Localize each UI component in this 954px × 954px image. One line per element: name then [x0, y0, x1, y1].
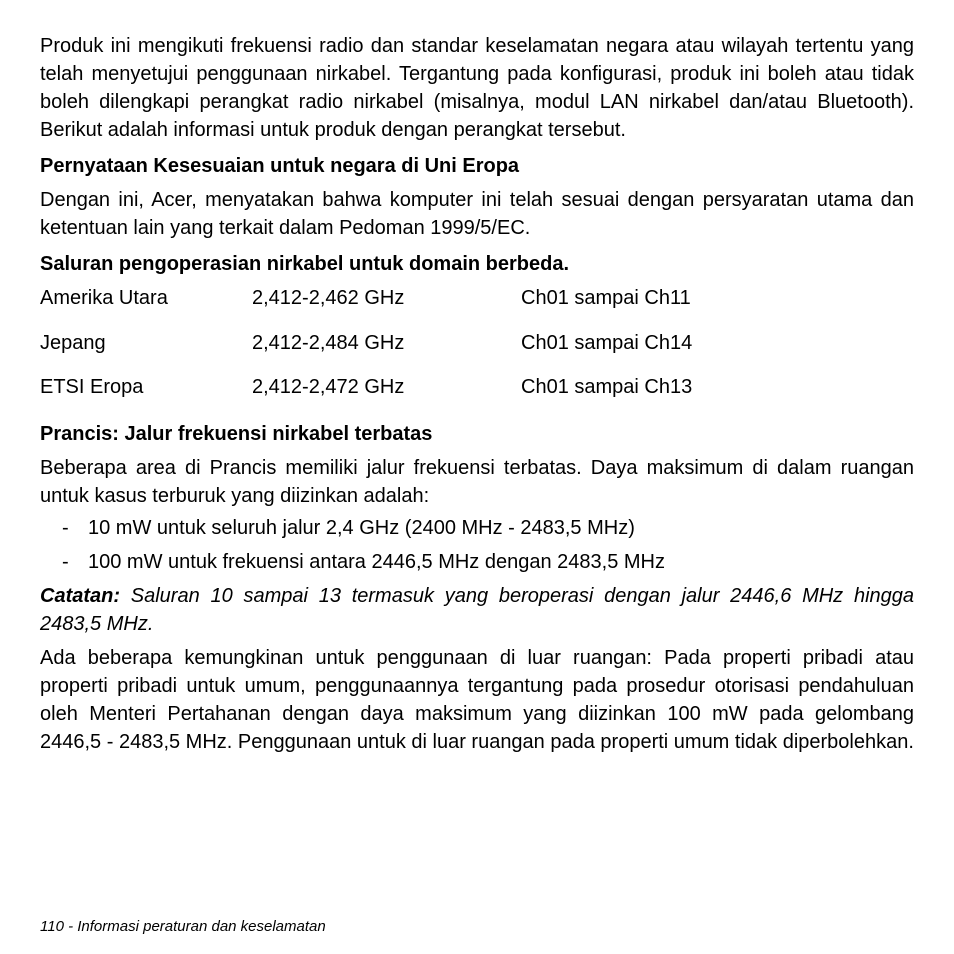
channel-range-cell: Ch01 sampai Ch13: [521, 376, 693, 398]
bullet-dash: -: [62, 550, 69, 573]
region-cell: ETSI Eropa: [40, 376, 144, 398]
note-label: Catatan:: [40, 584, 121, 607]
frequency-cell: 2,412-2,462 GHz: [252, 287, 405, 309]
list-item: [40, 514, 914, 542]
channels-table: [40, 284, 914, 418]
table-row: [40, 284, 914, 329]
note-paragraph: [40, 582, 914, 638]
france-heading: Prancis: Jalur frekuensi nirkabel terbatas: [40, 422, 433, 445]
list-item: [40, 548, 914, 576]
page-footer: 110 - Informasi peraturan dan keselamatan: [40, 918, 326, 935]
region-cell: Jepang: [40, 331, 106, 354]
eu-declaration-paragraph: Dengan ini, Acer, menyatakan bahwa komputer ini telah sesuai dengan persyaratan utama dan ketentuan lain yang terkait dalam Pedoman 1999/5/EC.: [40, 189, 914, 239]
channel-range-cell: Ch01 sampai Ch14: [521, 331, 693, 354]
channel-range-cell: Ch01 sampai Ch11: [521, 287, 691, 309]
note-text: Saluran 10 sampai 13 termasuk yang beroperasi dengan jalur 2446,6 MHz hingga 2483,5 MHz.: [40, 584, 914, 635]
intro-paragraph: Produk ini mengikuti frekuensi radio dan standar keselamatan negara atau wilayah tertentu yang telah menyetujui penggunaan nirkabel. Tergantung pada konfigurasi, produk ini boleh atau tidak boleh dilengkapi perangkat radio nirkabel (misalnya, modul LAN nirkabel dan/atau Bluetooth). Berikut adalah informasi untuk produk dengan perangkat tersebut.: [40, 35, 914, 141]
eu-declaration-heading: Pernyataan Kesesuaian untuk negara di Uni Eropa: [40, 155, 520, 177]
power-limits-list: [40, 514, 914, 576]
france-paragraph: Beberapa area di Prancis memiliki jalur frekuensi terbatas. Daya maksimum di dalam ruangan untuk kasus terburuk yang diizinkan adalah:: [40, 456, 914, 507]
table-row: [40, 329, 914, 374]
table-row: [40, 373, 914, 418]
list-item-text: 100 mW untuk frekuensi antara 2446,5 MHz dengan 2483,5 MHz: [88, 550, 665, 573]
document-page: [40, 32, 914, 756]
region-cell: Amerika Utara: [40, 287, 168, 309]
frequency-cell: 2,412-2,484 GHz: [252, 331, 405, 354]
outdoor-use-paragraph: Ada beberapa kemungkinan untuk penggunaan di luar ruangan: Pada properti pribadi atau properti pribadi untuk umum, penggunaannya tergantung pada prosedur otorisasi pendahuluan oleh Menteri Pertahanan dengan daya maksimum yang diizinkan 100 mW pada gelombang 2446,5 - 2483,5 MHz. Penggunaan untuk di luar ruangan pada properti umum tidak diperbolehkan.: [40, 646, 914, 753]
frequency-cell: 2,412-2,472 GHz: [252, 376, 405, 398]
channels-heading: Saluran pengoperasian nirkabel untuk domain berbeda.: [40, 253, 570, 275]
list-item-text: 10 mW untuk seluruh jalur 2,4 GHz (2400 MHz - 2483,5 MHz): [88, 516, 635, 539]
bullet-dash: -: [62, 516, 69, 539]
